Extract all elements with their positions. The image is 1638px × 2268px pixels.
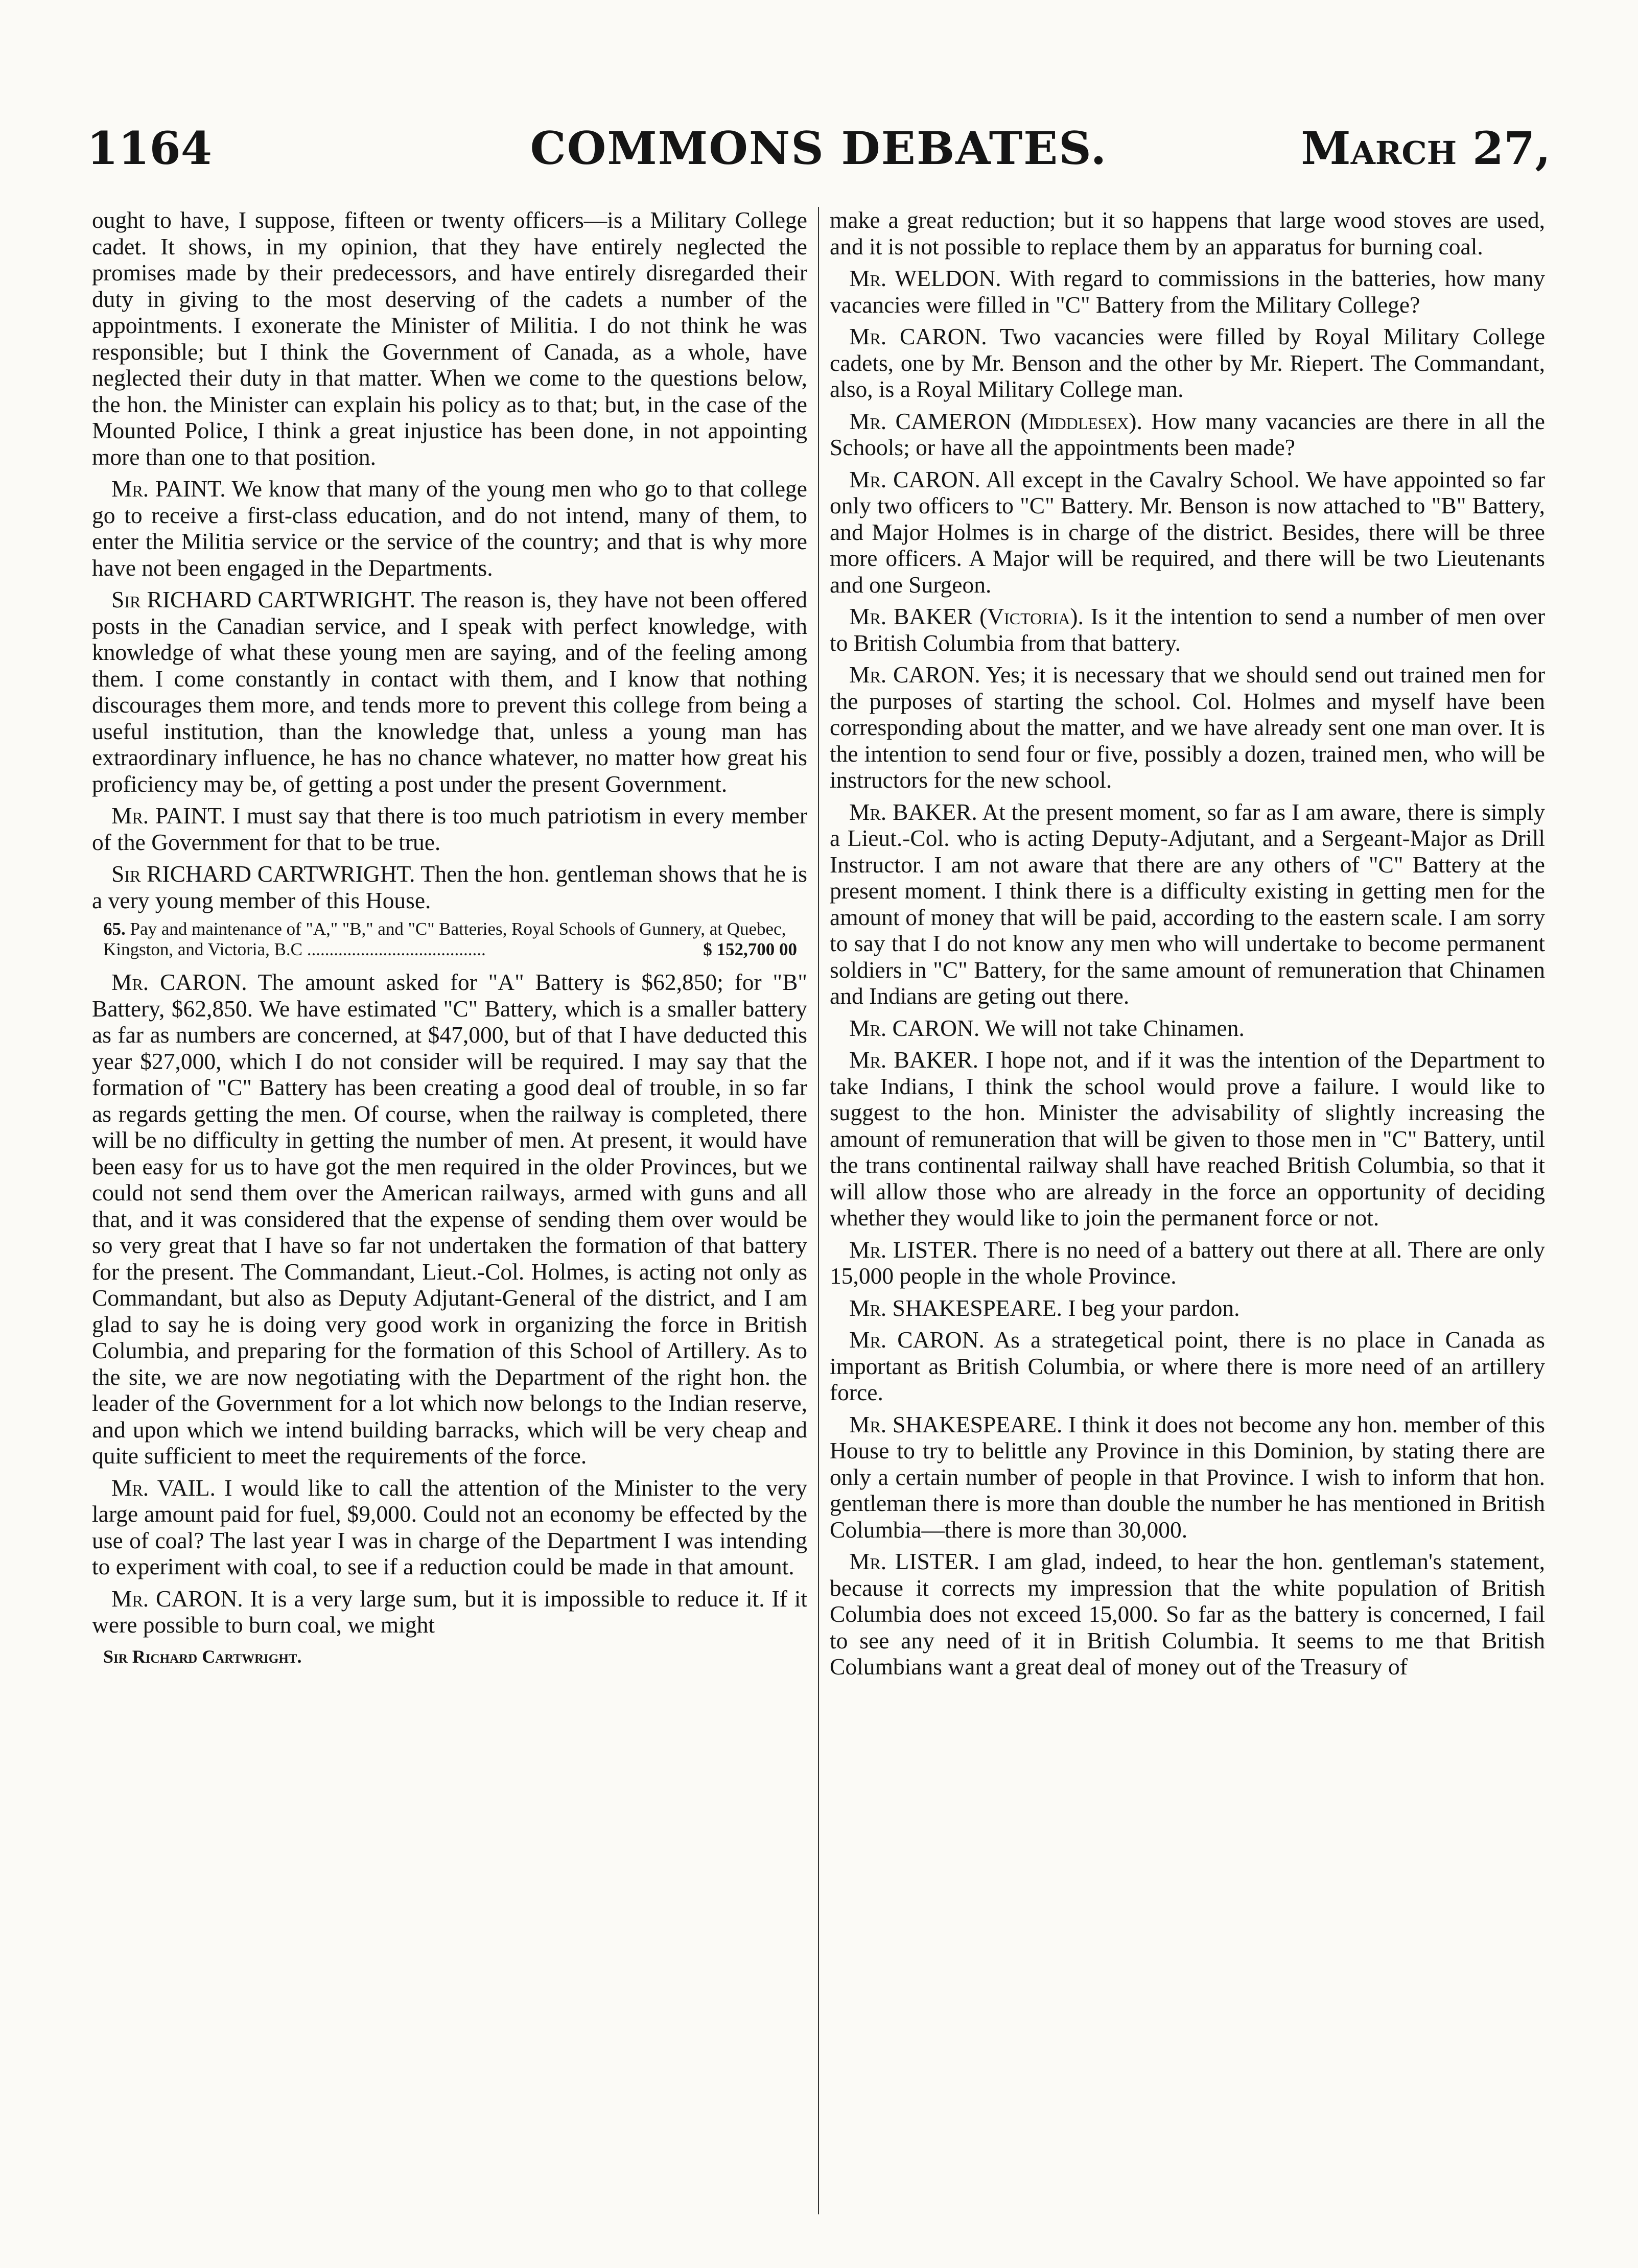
speech [830, 1411, 1545, 1543]
speaker-name: Sir RICHARD CARTWRIGHT. [111, 861, 415, 887]
speech [92, 476, 807, 581]
speaker-name: Mr. CARON. [849, 1327, 985, 1353]
speech-text: I beg your pardon. [1068, 1294, 1240, 1321]
speech [830, 799, 1545, 1009]
speaker-name: Mr. WELDON. [849, 265, 1001, 291]
speech [830, 1015, 1545, 1042]
speech-text: With regard to commissions in the batteries, how many vacancies were filled in "C" Battery from the Military College? [830, 265, 1545, 318]
speaker-name: Mr. SHAKESPEARE. [849, 1411, 1063, 1437]
speaker-name: Mr. CARON. [111, 969, 247, 995]
page-number: 1164 [87, 122, 212, 175]
speech-text: The reason is, they have not been offered posts in the Canadian service, and I speak with perfect knowledge, with knowledge of what these young men are saying, and of the feeling among them. I come constantly in contact with them, and I know that nothing discourages them more, and tends more to prevent this college from being a useful institution, than the knowledge that, unless a young man has extraordinary influence, he has no chance whatever, no matter how great his proficiency may be, of getting a post under the present Government. [92, 586, 807, 797]
speech-text: All except in the Cavalry School. We have appointed so far only two officers to "C" Battery. Mr. Benson is now attached to "B" Battery, and Major Holmes is in charge of the district. Besides, there will be three more officers. A Major will be required, and there will be two Lieutenants and one Surgeon. [830, 466, 1545, 598]
speech-text: Yes; it is necessary that we should send out trained men for the purposes of starting the school. Col. Holmes and myself have been corresponding about the matter, and we have already sent one man over. It is the intention to send four or five, possibly a dozen, trained men, who will be instructors for the new school. [830, 662, 1545, 793]
speech-text: I hope not, and if it was the intention of the Department to take Indians, I think the school would prove a failure. I would like to suggest to the hon. Minister the advisability of slightly increasing the amount of remuneration that will be given to those men in "C" Battery, until the trans continental railway shall have reached British Columbia, so that it will allow those who are already in the force an opportunity of deciding whether they would like to join the permanent force or not. [830, 1047, 1545, 1231]
speaker-name: Mr. CAMERON (Middlesex). [849, 408, 1142, 434]
speech-text: I must say that there is too much patriotism in every member of the Government for that to be true. [92, 802, 807, 855]
speaker-name: Mr. LISTER. [849, 1548, 980, 1574]
speech-text: As a strategetical point, there is no place in Canada as important as British Columbia, or where there is more need of an artillery force. [830, 1327, 1545, 1405]
speech-text: Then the hon. gentleman shows that he is a very young member of this House. [92, 861, 807, 913]
speech [830, 1548, 1545, 1680]
speech-text: We will not take Chinamen. [985, 1014, 1245, 1041]
speaker-name: Mr. LISTER. [849, 1236, 978, 1263]
speech-text: How many vacancies are there in all the Schools; or have all the appointments been made? [830, 408, 1545, 460]
next-speaker-catchword: Sir Richard Cartwright. [103, 1646, 302, 1667]
speech [830, 1047, 1545, 1231]
paragraph: ought to have, I suppose, fifteen or twenty officers—is a Military College cadet. It shows, in my opinion, that they have entirely neglected the promises made by their predecessors, and have entirely disregarded their duty in giving to the most deserving of the cadets a number of the appointments. I exonerate the Minister of Militia. I do not think he was responsible; but I think the Government of Canada, as a whole, have neglected their duty in that matter. When we come to the questions below, the hon. the Minister can explain his policy as to that; but, in the case of the Mounted Police, I think a great injustice has been done, in not appointing more than one to that position. [92, 207, 807, 470]
speaker-name: Mr. CARON. [111, 1585, 243, 1612]
speaker-name: Mr. CARON. [849, 323, 987, 349]
speech-text: Is it the intention to send a number of men over to British Columbia from that battery. [830, 603, 1545, 656]
speaker-name: Mr. BAKER. [849, 798, 977, 825]
speech [830, 1327, 1545, 1406]
estimate-vote [103, 919, 807, 960]
running-head [87, 122, 1551, 193]
vote-number: 65. [103, 919, 126, 939]
speech [830, 1237, 1545, 1289]
speech-text: I am glad, indeed, to hear the hon. gentleman's statement, because it corrects my impression that the white population of British Columbia does not exceed 15,000. So far as the battery is concerned, I fail to see any need of it in British Columbia. It seems to me that British Columbians want a great deal of money out of the Treasury of [830, 1548, 1545, 1680]
speech [830, 466, 1545, 598]
speaker-name: Mr. PAINT. [111, 476, 226, 502]
vote-amount: $ 152,700 00 [703, 939, 797, 959]
speech [92, 1586, 807, 1638]
speech [92, 586, 807, 797]
speech [830, 603, 1545, 656]
speech-text: At the present moment, so far as I am aware, there is simply a Lieut.-Col. who is acting Deputy-Adjutant, and a Sergeant-Major as Drill Instructor. I am not aware that there are any others of "C" Battery at the present moment. I think there is a difficulty existing in getting men for the amount of money that will be paid, according to the eastern scale. I am sorry to say that I do not know any men who will undertake to become permanent soldiers in "C" Battery, for the same amount of remuneration that Chinamen and Indians are geting out there. [830, 798, 1545, 1009]
speech-text: The amount asked for "A" Battery is $62,850; for "B" Battery, $62,850. We have estimated "C" Battery, which is a smaller battery as far as numbers are concerned, at $47,000, but of that I have deducted this year $27,000, which I do not consider will be required. I may say that the formation of "C" Battery has been creating a good deal of trouble, in so far as regards getting the men. Of course, when the railway is completed, there will be no difficulty in getting the number of men. At present, it would have been easy for us to have got the men required in the older Provinces, but we could not send them over the American railways, armed with guns and all that, and it was considered that the expense of sending them over would be so very great that I have so far not undertaken the formation of that battery for the present. The Commandant, Lieut.-Col. Holmes, is acting not only as Commandant, but also as Deputy Adjutant-General of the district, and I am glad to say he is doing very good work in organizing the force in British Columbia, and preparing for the formation of this School of Artillery. As to the site, we are now negotiating with the Department of the right hon. the leader of the Government for a lot which now belongs to the Indian reserve, and upon which we intend building barracks, which will be very cheap and quite sufficient to meet the requirements of the force. [92, 969, 807, 1469]
left-column [92, 207, 807, 2225]
speaker-name: Mr. CARON. [849, 1014, 980, 1041]
speaker-name: Mr. CARON. [849, 466, 980, 492]
speech [830, 408, 1545, 461]
page-date: March 27, [1301, 122, 1551, 175]
speaker-name: Mr. SHAKESPEARE. [849, 1294, 1063, 1321]
speaker-name: Sir RICHARD CARTWRIGHT. [111, 586, 416, 612]
speech [830, 662, 1545, 793]
speaker-name: Mr. VAIL. [111, 1474, 216, 1501]
speech-text: There is no need of a battery out there at all. There are only 15,000 people in the whole Province. [830, 1236, 1545, 1289]
speaker-name: Mr. CARON. [849, 662, 980, 688]
speaker-name: Mr. PAINT. [111, 802, 226, 829]
speech-text: It is a very large sum, but it is impossible to reduce it. If it were possible to burn coal, we might [92, 1585, 807, 1638]
speech-text: I would like to call the attention of the Minister to the very large amount paid for fuel, $9,000. Could not an economy be effected by the use of coal? The last year I was in charge of the Department I was intending to experiment with coal, to see if a reduction could be made in that amount. [92, 1474, 807, 1579]
speech [830, 1295, 1545, 1321]
speech [830, 323, 1545, 403]
paragraph: make a great reduction; but it so happens that large wood stoves are used, and it is not possible to replace them by an apparatus for burning coal. [830, 207, 1545, 259]
right-column [830, 207, 1545, 2225]
speaker-name: Mr. BAKER (Victoria). [849, 603, 1084, 629]
speech [92, 802, 807, 855]
speech [92, 969, 807, 1469]
column-divider [818, 207, 819, 2214]
speaker-name: Mr. BAKER. [849, 1047, 979, 1073]
speech-text: I think it does not become any hon. member of this House to try to belittle any Province in this Dominion, by stating there are only a certain number of people in that Province. I wish to inform that hon. gentleman there is more than double the number he has mentioned in British Columbia—there is more than 30,000. [830, 1411, 1545, 1543]
vote-text: Pay and maintenance of "A," "B," and "C" Batteries, Royal Schools of Gunnery, at Quebec, Kingston, and Victoria, B.C ........................................ [103, 919, 786, 959]
speech [92, 1475, 807, 1580]
journal-title: COMMONS DEBATES. [530, 122, 1108, 175]
speech [830, 265, 1545, 318]
speech-text: Two vacancies were filled by Royal Military College cadets, one by Mr. Benson and the other by Mr. Riepert. The Commandant, also, is a Royal Military College man. [830, 323, 1545, 402]
speech [92, 861, 807, 913]
speech-text: We know that many of the young men who go to that college go to receive a first-class education, and do not intend, many of them, to enter the Militia service or the service of the country; and that is why more have not been engaged in the Departments. [92, 476, 807, 581]
